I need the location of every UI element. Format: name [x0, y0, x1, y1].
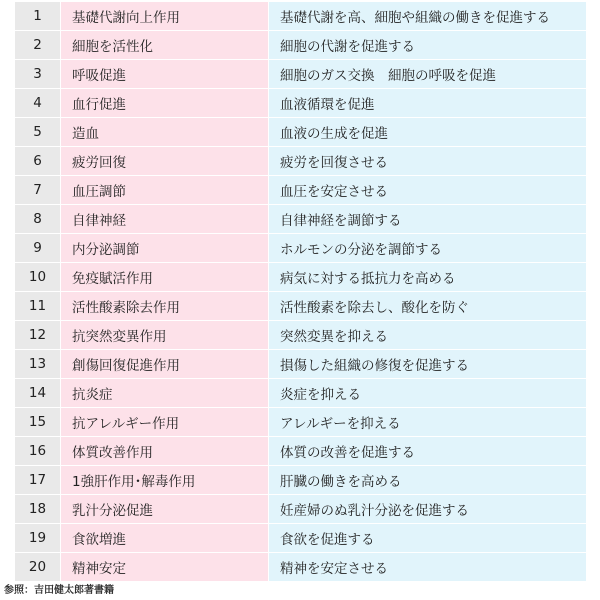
row-number: 20 [15, 553, 61, 582]
row-number: 9 [15, 234, 61, 263]
row-number: 17 [15, 466, 61, 495]
table-row [15, 437, 586, 466]
row-number: 16 [15, 437, 61, 466]
effect-description: 体質の改善を促進する [269, 437, 587, 466]
row-number: 2 [15, 31, 61, 60]
effect-name: 食欲増進 [61, 524, 269, 553]
effect-description: 疲労を回復させる [269, 147, 587, 176]
table-row [15, 176, 586, 205]
effects-table-body [15, 2, 586, 582]
table-row [15, 147, 586, 176]
table-row [15, 89, 586, 118]
effect-name: 抗アレルギー作用 [61, 408, 269, 437]
row-number: 10 [15, 263, 61, 292]
effect-description: 損傷した組織の修復を促進する [269, 350, 587, 379]
effect-description: 基礎代謝を高、細胞や組織の働きを促進する [269, 2, 587, 31]
effect-description: 病気に対する抵抗力を高める [269, 263, 587, 292]
table-row [15, 2, 586, 31]
effect-name: 免疫賦活作用 [61, 263, 269, 292]
effect-description: 血液循環を促進 [269, 89, 587, 118]
row-number: 13 [15, 350, 61, 379]
effect-name: 活性酸素除去作用 [61, 292, 269, 321]
effect-description: アレルギーを抑える [269, 408, 587, 437]
effect-name: 体質改善作用 [61, 437, 269, 466]
effect-name: 血圧調節 [61, 176, 269, 205]
row-number: 3 [15, 60, 61, 89]
effect-description: 細胞のガス交換 細胞の呼吸を促進 [269, 60, 587, 89]
effect-name: 創傷回復促進作用 [61, 350, 269, 379]
table-row [15, 263, 586, 292]
table-row [15, 495, 586, 524]
table-row [15, 118, 586, 147]
table-row [15, 31, 586, 60]
table-row [15, 321, 586, 350]
table-row [15, 205, 586, 234]
row-number: 4 [15, 89, 61, 118]
table-row [15, 553, 586, 582]
row-number: 19 [15, 524, 61, 553]
effect-description: 突然変異を抑える [269, 321, 587, 350]
row-number: 5 [15, 118, 61, 147]
effect-description: 活性酸素を除去し、酸化を防ぐ [269, 292, 587, 321]
table-row [15, 524, 586, 553]
effect-name: 細胞を活性化 [61, 31, 269, 60]
effect-description: 血液の生成を促進 [269, 118, 587, 147]
table-row [15, 466, 586, 495]
effect-description: ホルモンの分泌を調節する [269, 234, 587, 263]
effect-name: 呼吸促進 [61, 60, 269, 89]
table-row [15, 350, 586, 379]
row-number: 18 [15, 495, 61, 524]
effects-table [15, 2, 586, 582]
effect-description: 妊産婦のぬ乳汁分泌を促進する [269, 495, 587, 524]
row-number: 6 [15, 147, 61, 176]
effect-description: 細胞の代謝を促進する [269, 31, 587, 60]
effect-name: 内分泌調節 [61, 234, 269, 263]
effect-description: 炎症を抑える [269, 379, 587, 408]
effect-name: 疲労回復 [61, 147, 269, 176]
effect-name: 抗突然変異作用 [61, 321, 269, 350]
row-number: 12 [15, 321, 61, 350]
effect-name: 基礎代謝向上作用 [61, 2, 269, 31]
source-note: 参照：吉田健太郎著書籍 [4, 585, 114, 596]
effect-description: 自律神経を調節する [269, 205, 587, 234]
effect-name: 1強肝作用･解毒作用 [61, 466, 269, 495]
table-row [15, 60, 586, 89]
row-number: 15 [15, 408, 61, 437]
effect-name: 造血 [61, 118, 269, 147]
effect-name: 血行促進 [61, 89, 269, 118]
row-number: 11 [15, 292, 61, 321]
table-row [15, 292, 586, 321]
effect-name: 抗炎症 [61, 379, 269, 408]
effect-description: 精神を安定させる [269, 553, 587, 582]
effect-name: 乳汁分泌促進 [61, 495, 269, 524]
table-row [15, 408, 586, 437]
effect-description: 血圧を安定させる [269, 176, 587, 205]
effect-description: 肝臓の働きを高める [269, 466, 587, 495]
row-number: 1 [15, 2, 61, 31]
effect-name: 自律神経 [61, 205, 269, 234]
table-row [15, 234, 586, 263]
row-number: 14 [15, 379, 61, 408]
effect-description: 食欲を促進する [269, 524, 587, 553]
row-number: 8 [15, 205, 61, 234]
effect-name: 精神安定 [61, 553, 269, 582]
table-row [15, 379, 586, 408]
row-number: 7 [15, 176, 61, 205]
